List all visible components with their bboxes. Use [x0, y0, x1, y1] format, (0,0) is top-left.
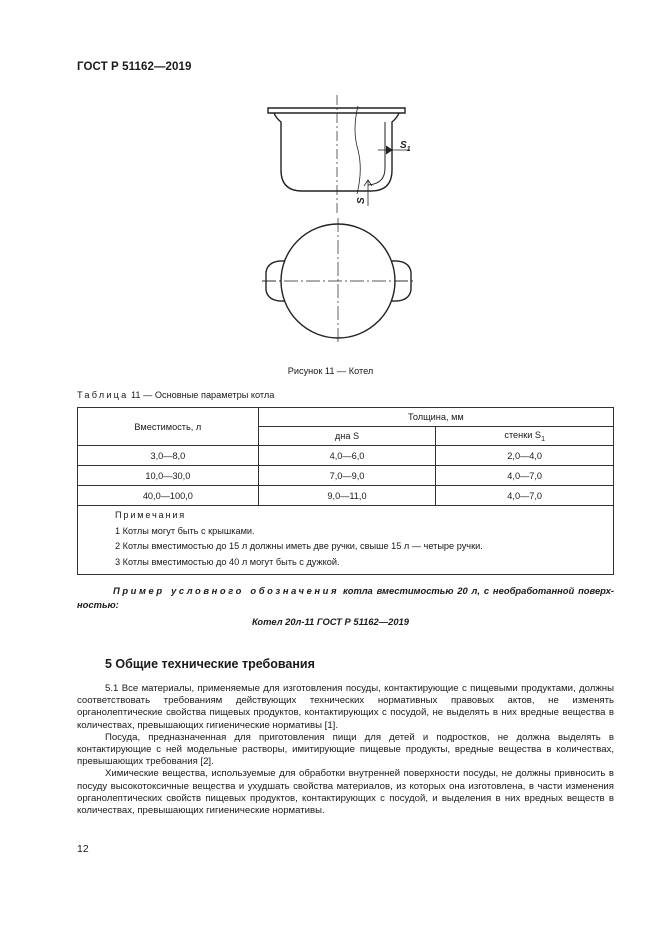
- col-capacity: Вместимость, л: [78, 408, 259, 446]
- col-bottom: дна S: [258, 427, 436, 446]
- note-item: 2 Котлы вместимостью до 15 л должны иметь две ручки, свыше 15 л — четыре ручки.: [115, 541, 483, 551]
- pot-side-view: [268, 95, 410, 215]
- table-notes: [78, 506, 614, 575]
- page-number: 12: [77, 843, 89, 855]
- section-title: 5 Общие технические требования: [105, 657, 315, 671]
- label-s1: $S_1$: [400, 140, 411, 153]
- table-row: 40,0—100,0 9,0—11,0 4,0—7,0: [78, 486, 614, 506]
- note-item: 3 Котлы вместимостью до 40 л могут быть с дужкой.: [115, 556, 340, 567]
- pot-top-view: [262, 218, 415, 344]
- col-thickness: Толщина, мм: [258, 408, 613, 427]
- designation-text: Котел 20л-11 ГОСТ Р 51162—2019: [252, 616, 409, 627]
- table-row: 10,0—30,0 7,0—9,0 4,0—7,0: [78, 466, 614, 486]
- paragraph: Химические вещества, используемые для обработки внутренней поверхности посуды, не должны привносить в посуду высокотоксичные вещества и ухудшать свойства материалов, из которых она изготовлена, в части изменения органолептических свойств пищевых продуктов, контактирующих с посудой, и выделения в них вредных веществ в количествах, превышающих гигиенические нормативы.: [77, 768, 614, 817]
- parameters-table: [77, 407, 614, 575]
- pot-figure: [0, 0, 661, 380]
- table-caption-text: 11 — Основные параметры котла: [131, 390, 275, 400]
- table-caption: [77, 390, 274, 400]
- section-body: [77, 683, 614, 817]
- label-s: S: [356, 197, 367, 204]
- paragraph: Посуда, предназначенная для приготовления пищи для детей и подростков, не должна выделять в контактирующие с ней модельные растворы, имитирующие пищевые продукты, вредные вещества в количествах, превышающих требования [2].: [77, 731, 614, 768]
- notes-heading: Примечания: [115, 510, 187, 520]
- figure-caption: Рисунок 11 — Котел: [287, 366, 374, 376]
- paragraph: 5.1 Все материалы, применяемые для изготовления посуды, контактирующие с пищевыми продуктами, должны соответствовать требованиям действующих технических нормативных правовых актов, не изменять органолептические свойства пищевых продуктов, контактирующих с посудой, не выделять в них вредные вещества в количествах, превышающих гигиенические нормативы [1].: [77, 683, 614, 731]
- page-header: ГОСТ Р 51162—2019: [77, 61, 192, 73]
- note-item: 1 Котлы могут быть с крышками.: [115, 525, 255, 536]
- col-walls: стенки $S_1$: [436, 427, 614, 446]
- table-caption-label: Таблица: [77, 390, 129, 400]
- table-row: 3,0—8,0 4,0—6,0 2,0—4,0: [78, 446, 614, 466]
- designation-example: Пример условного обозначения котла вместимостью 20 л, с необработанной поверхностью:: [77, 585, 615, 610]
